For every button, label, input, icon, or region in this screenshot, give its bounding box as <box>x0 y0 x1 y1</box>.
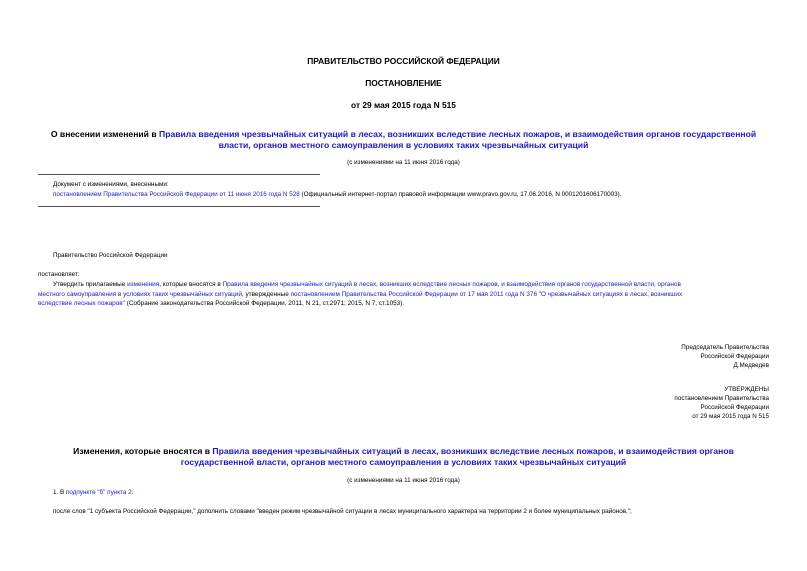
paragraph-mid-2: , утвержденные <box>241 290 291 298</box>
approval-date: от 29 мая 2015 года N 515 <box>692 413 769 420</box>
item-1-start: 1. В <box>53 489 66 496</box>
amendment-2016-link[interactable]: постановлением Правительства Российской Федерации от 11 июня 2016 года N 528 <box>53 191 300 198</box>
signature-title: Председатель Правительства <box>681 344 769 351</box>
approval-by: постановлением Правительства <box>674 395 769 402</box>
divider-bottom <box>38 206 320 207</box>
approval-country: Российской Федерации <box>700 404 769 411</box>
signature-country: Российской Федерации <box>700 353 769 360</box>
item-1-colon: : <box>131 489 134 496</box>
paragraph-start: Утвердить прилагаемые <box>53 281 128 288</box>
signature-block <box>681 343 769 370</box>
changes-title-line-1 <box>0 446 807 457</box>
issuer: Правительство Российской Федерации <box>53 252 168 259</box>
approval-block <box>674 385 769 421</box>
paragraph-line-2 <box>38 290 770 300</box>
signature-name: Д.Медведев <box>733 362 769 369</box>
rules-link[interactable]: Правила введения чрезвычайных ситуаций в лесах, возникших вследствие лесных пожаров, и взаимодействия органов государственной <box>159 129 757 139</box>
document-date-number: от 29 мая 2015 года N 515 <box>351 100 456 110</box>
divider-top <box>38 174 320 175</box>
paragraph-line-1 <box>38 280 770 290</box>
rules-link-body[interactable]: Правила введения чрезвычайных ситуаций в лесах, возникших вследствие лесных пожаров, и взаимодействия органов государственной власти, органов <box>222 281 681 288</box>
approval-heading: УТВЕРЖДЕНЫ <box>724 386 769 393</box>
document-title <box>0 129 807 151</box>
rules-link-continued[interactable]: власти, органов местного самоуправления в условиях таких чрезвычайных ситуаций <box>218 140 589 150</box>
edition-note: (с изменениями на 11 июня 2016 года) <box>347 159 460 166</box>
changes-title <box>0 446 807 468</box>
changes-prefix: Изменения, которые вносятся в <box>73 446 213 456</box>
main-paragraph <box>38 280 770 309</box>
subparagraph-link[interactable]: подпункте "б" пункта 2 <box>65 489 132 496</box>
decree-376-link-continued[interactable]: вследствие лесных пожаров" <box>38 300 125 308</box>
paragraph-mid-1: , которые вносятся в <box>159 281 223 288</box>
amendment-source: (Официальный интернет-портал правовой информации www.pravo.gov.ru, 17.06.2016, N 0001201606170003). <box>299 191 622 198</box>
item-1-text: после слов "1 субъекта Российской Федерации," дополнить словами "введен режим чрезвычайной ситуации в лесах муниципального характера на территории 2 и более муниципальных районов,"; <box>53 508 632 515</box>
title-prefix: О внесении изменений в <box>50 129 160 139</box>
changes-link[interactable]: изменения <box>127 281 160 288</box>
amendments-intro: Документ с изменениями, внесенными: <box>53 181 169 188</box>
document-type: ПОСТАНОВЛЕНИЕ <box>365 78 442 88</box>
decrees-word: постановляет: <box>38 271 80 278</box>
government-name: ПРАВИТЕЛЬСТВО РОССИЙСКОЙ ФЕДЕРАЦИИ <box>307 56 500 66</box>
paragraph-line-3 <box>38 299 770 309</box>
title-line-1 <box>0 129 807 140</box>
amendments-line <box>53 190 622 199</box>
changes-edition-note: (с изменениями на 11 июня 2016 года) <box>347 477 460 484</box>
item-1 <box>53 488 133 497</box>
changes-rules-link[interactable]: Правила введения чрезвычайных ситуаций в лесах, возникших вследствие лесных пожаров, и взаимодействия органов <box>212 446 734 456</box>
rules-link-body-continued[interactable]: местного самоуправления в условиях таких чрезвычайных ситуаций <box>38 290 242 298</box>
paragraph-end: (Собрание законодательства Российской Федерации, 2011, N 21, ст.2971; 2015, N 7, ст.1053). <box>124 300 405 308</box>
changes-rules-link-continued[interactable]: государственной власти, органов местного самоуправления в условиях таких чрезвычайных ситуаций <box>180 457 627 467</box>
decree-376-link[interactable]: постановлением Правительства Российской Федерации от 17 мая 2011 года N 376 "О чрезвычайных ситуациях в лесах, возникших <box>290 290 683 298</box>
